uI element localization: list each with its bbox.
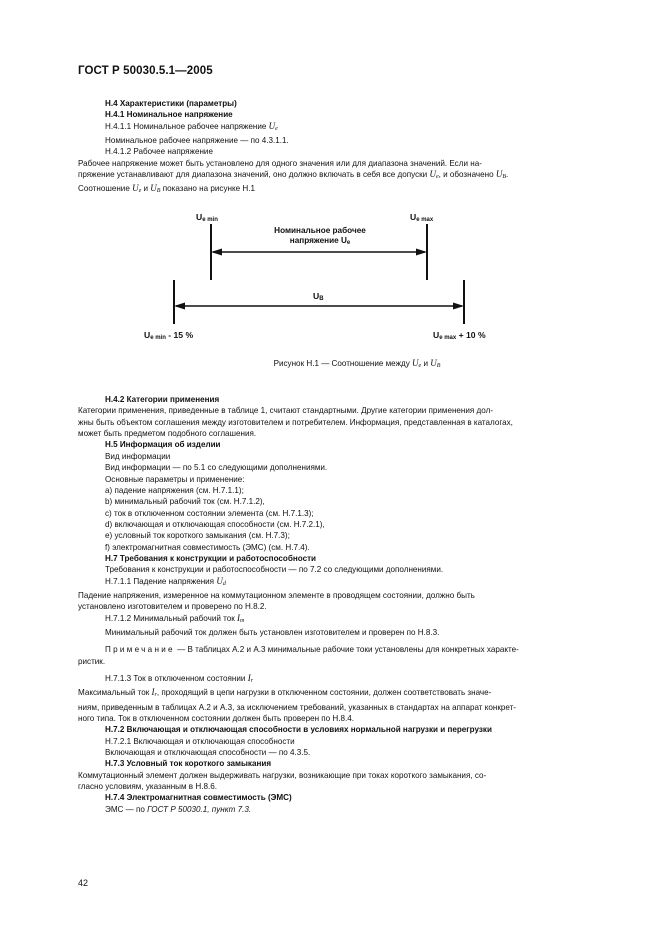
requirements-text: Требования к конструкции и работоспособности — по 7.2 со следующими дополнениями. [105,565,444,575]
ue-range-arrowhead-left [211,248,222,255]
list-item: e) условный ток короткого замыкания (см. Н.7.3); [105,531,290,541]
label-ue-max: Ue max [410,211,434,223]
label-rated-operating-voltage: Номинальное рабочее напряжение Ue [274,225,366,246]
clause-h713: Н.7.1.3 Ток в отключенном состоянии Ir [105,673,254,684]
ub-range-arrowhead-right [453,302,464,309]
clause-h712: Н.7.1.2 Минимальный рабочий ток Im [105,612,245,624]
paragraph-emc: ЭМС — по ГОСТ Р 50030.1, пункт 7.3. [105,804,252,814]
paragraph-min-current: Минимальный рабочий ток должен быть установлен изготовителем и проверен по Н.8.3. [105,627,440,637]
section-h5-title: Н.5 Информация об изделии [105,440,221,450]
basic-parameters-label: Основные параметры и применение: [105,474,245,484]
label-ub: UB [313,290,324,302]
page-body [78,98,609,815]
paragraph-relationship: Соотношение Ue и UB показано на рисунке Н.1 [78,183,255,195]
paragraph-short-circuit-b: гласно условиям, указанным в Н.8.6. [78,782,217,792]
paragraph-off-current-c: ного типа. Ток в отключенном состоянии должен быть проверен по Н.8.4. [78,714,355,724]
label-ue-min: Ue min [196,211,218,223]
section-h72-title: Н.7.2 Включающая и отключающая способности в условиях нормальной нагрузки и перегрузки [105,725,492,735]
info-type-text: Вид информации — по 5.1 со следующими дополнениями. [105,463,328,473]
section-h7-title: Н.7 Требования к конструкции и работоспособности [105,553,317,563]
list-item: c) ток в отключенном состоянии элемента (см. Н.7.1.3); [105,508,314,518]
label-ue-min-minus-15: Ue min - 15 % [144,329,194,341]
section-h4-title: Н.4 Характеристики (параметры) [105,99,237,108]
list-item: f) электромагнитная совместимость (ЭМС) (см. Н.7.4). [105,542,310,552]
paragraph-making-breaking: Включающая и отключающая способности — по 4.3.5. [105,748,311,758]
list-item: a) падение напряжения (см. Н.7.1.1); [105,485,244,495]
clause-h711: Н.7.1.1 Падение напряжения Ud [105,575,226,587]
document-header: ГОСТ Р 50030.5.1—2005 [78,65,213,77]
note-paragraph: Примечание — В таблицах А.2 и А.3 минимальные рабочие токи установлены для конкретных характе- [105,645,519,655]
label-ue-max-plus-10: Ue max + 10 % [433,329,486,341]
ue-range-arrowhead-right [416,248,427,255]
paragraph-voltage-drop-b: установлено изготовителем и проверено по Н.8.2. [78,602,267,612]
paragraph-voltage-drop-a: Падение напряжения, измеренное на коммутационном элементе в проводящем состоянии, должно быть [78,590,475,600]
clause-h411: Н.4.1.1 Номинальное рабочее напряжение Ue [105,120,278,132]
clause-h411-text: Номинальное рабочее напряжение — по 4.3.1.1. [105,136,289,146]
figure-caption: Рисунок Н.1 — Соотношение между Ue и UB [273,357,441,369]
clause-h721: Н.7.2.1 Включающая и отключающая способности [105,736,295,746]
section-h73-title: Н.7.3 Условный ток короткого замыкания [105,759,272,769]
paragraph-off-current-b: ниям, приведенным в таблицах А.2 и А.3, за исключением требований, указанных в стандартах на аппарат конкрет- [78,702,517,712]
info-type-label: Вид информации [105,451,171,461]
paragraph-categories-a: Категории применения, приведенные в таблице 1, считают стандартными. Другие категории применения дол- [78,406,494,416]
figure-h1 [78,198,609,358]
note-paragraph-cont: ристик. [78,656,106,666]
section-h74-title: Н.7.4 Электромагнитная совместимость (ЭМС) [105,793,292,803]
page-number: 42 [78,878,89,888]
list-item: b) минимальный рабочий ток (см. Н.7.1.2), [105,497,265,507]
paragraph-categories-b: жны быть объектом соглашения между изготовителем и потребителем. Информация, представленная в каталогах, [78,417,513,427]
list-item: d) включающая и отключающая способности (см. Н.7.2.1), [105,519,325,529]
section-h41-title: Н.4.1 Номинальное напряжение [105,110,233,120]
paragraph-categories-c: может быть предметом подобного соглашения. [78,429,257,439]
ub-range-arrowhead-left [174,302,185,309]
paragraph-operating-voltage: Рабочее напряжение может быть установлено для одного значения или для диапазона значений. Если на- [78,158,482,168]
section-h42-title: Н.4.2 Категории применения [105,395,220,405]
paragraph-operating-voltage-cont: пряжение устанавливают для диапазона значений, оно должно включать в себя все допуски Ue, и обозначено UB. [78,169,509,181]
clause-h412: Н.4.1.2 Рабочее напряжение [105,147,213,157]
paragraph-off-current-a: Максимальный ток Ir, проходящий в цепи нагрузки в отключенном состоянии, должен соответствовать значе- [78,687,492,699]
paragraph-short-circuit-a: Коммутационный элемент должен выдерживать нагрузки, возникающие при токах короткого замыкания, со- [78,770,487,780]
